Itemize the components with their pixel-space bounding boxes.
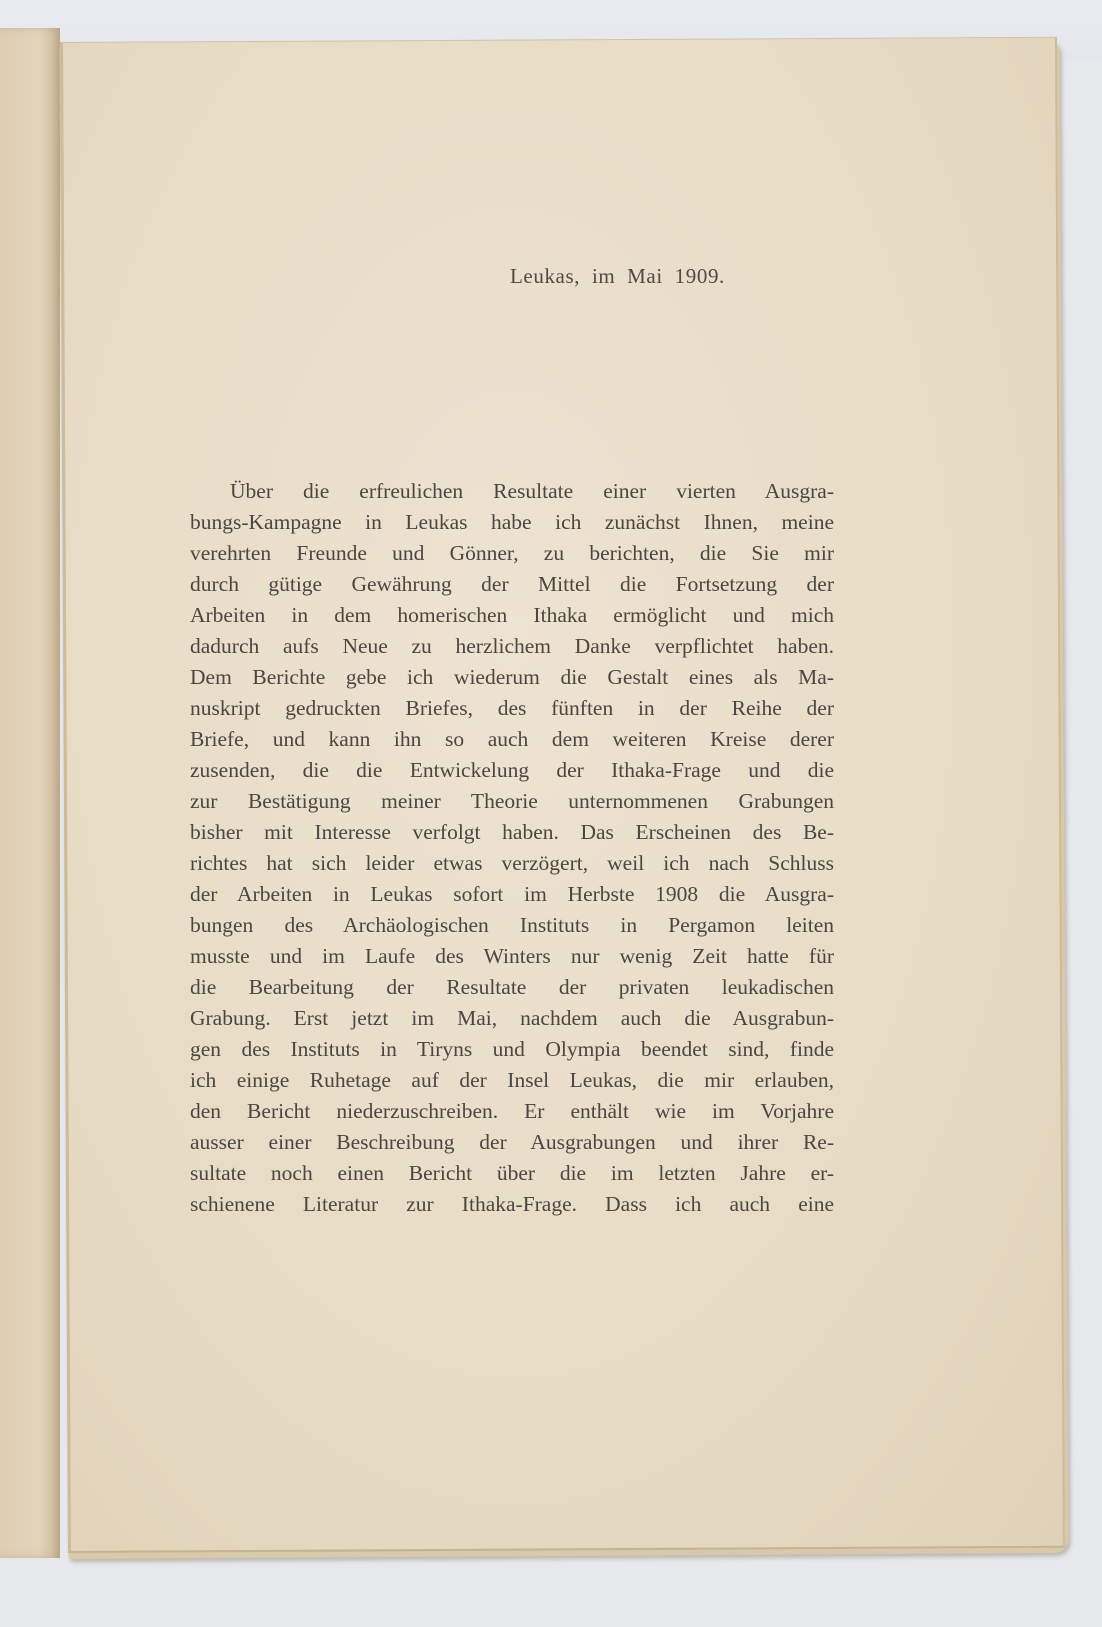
text-line: Grabung. Erst jetzt im Mai, nachdem auch die Ausgrabun- [190, 1006, 834, 1030]
text-line: Briefe, und kann ihn so auch dem weiteren Kreise derer [190, 727, 834, 751]
text-line: sultate noch einen Bericht über die im letzten Jahre er- [190, 1161, 834, 1185]
text-line: Über die erfreulichen Resultate einer vierten Ausgra- [230, 479, 834, 503]
text-line: verehrten Freunde und Gönner, zu berichten, die Sie mir [190, 541, 834, 565]
text-line: bungs-Kampagne in Leukas habe ich zunächst Ihnen, meine [190, 510, 834, 534]
text-line: richtes hat sich leider etwas verzögert, weil ich nach Schluss [190, 851, 834, 875]
text-line: zur Bestätigung meiner Theorie unternommenen Grabungen [190, 789, 834, 813]
text-line: Arbeiten in dem homerischen Ithaka ermöglicht und mich [190, 603, 834, 627]
text-line: zusenden, die die Entwickelung der Ithaka-Frage und die [190, 758, 834, 782]
text-line: dadurch aufs Neue zu herzlichem Danke verpflichtet haben. [190, 634, 834, 658]
text-line: bungen des Archäologischen Instituts in Pergamon leiten [190, 913, 834, 937]
text-line: musste und im Laufe des Winters nur wenig Zeit hatte für [190, 944, 834, 968]
text-line: die Bearbeitung der Resultate der privaten leukadischen [190, 975, 834, 999]
left-page-edge [0, 28, 60, 1558]
text-line: nuskript gedruckten Briefes, des fünften in der Reihe der [190, 696, 834, 720]
dateline: Leukas, im Mai 1909. [510, 264, 725, 288]
text-line: gen des Instituts in Tiryns und Olympia beendet sind, finde [190, 1037, 834, 1061]
text-line: den Bericht niederzuschreiben. Er enthält wie im Vorjahre [190, 1099, 834, 1123]
text-line: ausser einer Beschreibung der Ausgrabungen und ihrer Re- [190, 1130, 834, 1154]
body-paragraph [190, 476, 834, 1220]
text-line: durch gütige Gewährung der Mittel die Fortsetzung der [190, 572, 834, 596]
text-line: der Arbeiten in Leukas sofort im Herbste 1908 die Ausgra- [190, 882, 834, 906]
text-line: bisher mit Interesse verfolgt haben. Das Erscheinen des Be- [190, 820, 834, 844]
text-line: Dem Berichte gebe ich wiederum die Gestalt eines als Ma- [190, 665, 834, 689]
text-line: ich einige Ruhetage auf der Insel Leukas, die mir erlauben, [190, 1068, 834, 1092]
text-line: schienene Literatur zur Ithaka-Frage. Dass ich auch eine [190, 1192, 834, 1216]
